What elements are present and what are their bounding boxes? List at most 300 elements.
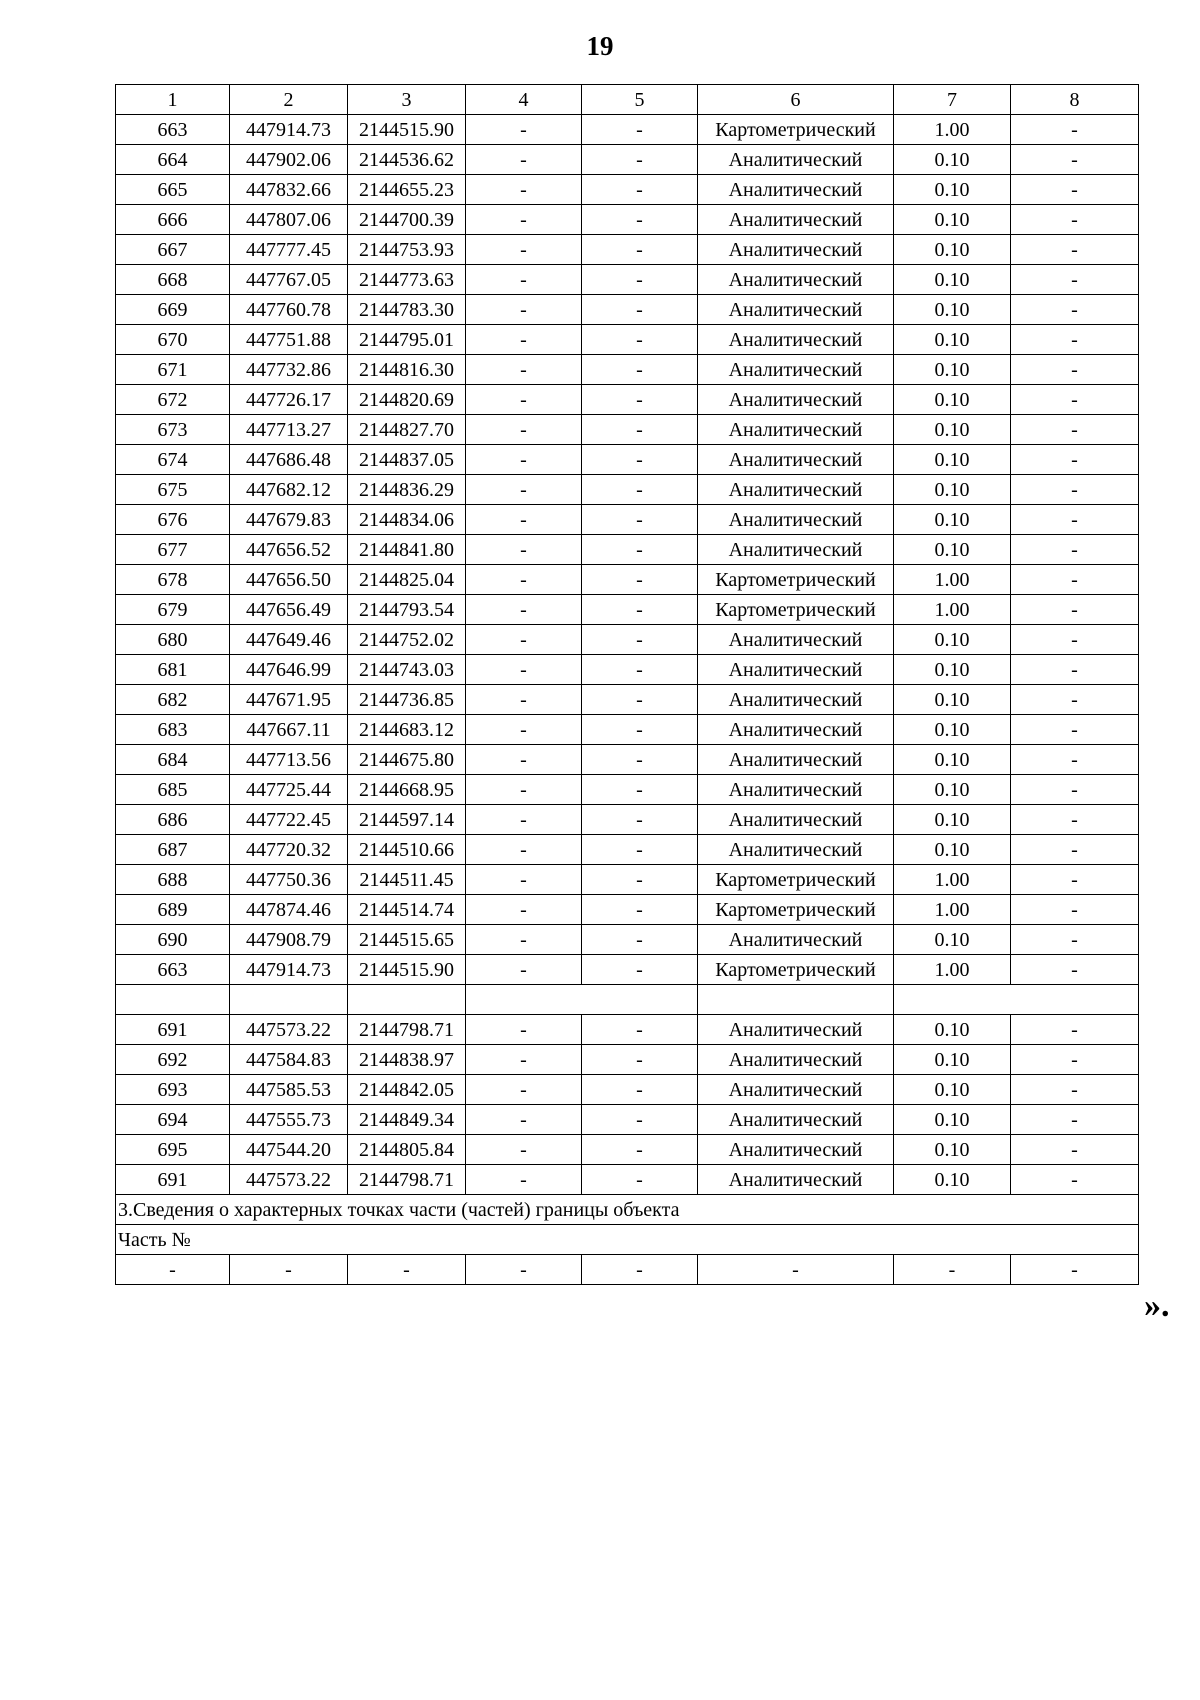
table-cell: 2144825.04 bbox=[348, 565, 466, 595]
table-cell: - bbox=[466, 565, 582, 595]
table-cell: 5 bbox=[582, 85, 698, 115]
table-cell: - bbox=[1011, 235, 1139, 265]
table-cell: - bbox=[582, 385, 698, 415]
table-cell: - bbox=[466, 415, 582, 445]
table-cell: - bbox=[582, 745, 698, 775]
table-cell: 1 bbox=[116, 85, 230, 115]
table-cell: 2144837.05 bbox=[348, 445, 466, 475]
table-cell: - bbox=[582, 955, 698, 985]
table-cell: 681 bbox=[116, 655, 230, 685]
table-cell: 673 bbox=[116, 415, 230, 445]
table-cell: - bbox=[582, 295, 698, 325]
table-cell: 0.10 bbox=[894, 355, 1011, 385]
table-cell: 2144515.90 bbox=[348, 115, 466, 145]
table-cell: - bbox=[1011, 655, 1139, 685]
table-cell: 447750.36 bbox=[230, 865, 348, 895]
table-cell: 1.00 bbox=[894, 595, 1011, 625]
table-cell: 2144798.71 bbox=[348, 1165, 466, 1195]
part-label: Часть № bbox=[116, 1225, 1139, 1255]
table-cell: 0.10 bbox=[894, 1105, 1011, 1135]
table-cell: 0.10 bbox=[894, 835, 1011, 865]
table-cell: 679 bbox=[116, 595, 230, 625]
table-cell: - bbox=[582, 835, 698, 865]
table-row bbox=[116, 175, 1139, 205]
dash-cell: - bbox=[348, 1255, 466, 1285]
table-cell: - bbox=[1011, 775, 1139, 805]
table-cell: 694 bbox=[116, 1105, 230, 1135]
table-cell: - bbox=[466, 175, 582, 205]
table-cell: - bbox=[466, 505, 582, 535]
table-row bbox=[116, 745, 1139, 775]
table-cell: 4 bbox=[466, 85, 582, 115]
table-cell: 2144838.97 bbox=[348, 1045, 466, 1075]
table-cell: 0.10 bbox=[894, 235, 1011, 265]
table-cell: 447722.45 bbox=[230, 805, 348, 835]
table-cell: - bbox=[582, 265, 698, 295]
table-cell: 447649.46 bbox=[230, 625, 348, 655]
table-cell: 2144836.29 bbox=[348, 475, 466, 505]
table-cell: 0.10 bbox=[894, 295, 1011, 325]
table-cell: - bbox=[1011, 475, 1139, 505]
table-cell: 2144827.70 bbox=[348, 415, 466, 445]
table-cell: 447656.50 bbox=[230, 565, 348, 595]
table-cell: 447713.56 bbox=[230, 745, 348, 775]
table-cell: 0.10 bbox=[894, 685, 1011, 715]
separator-row bbox=[116, 985, 1139, 1015]
table-cell: - bbox=[466, 205, 582, 235]
table-cell: - bbox=[466, 895, 582, 925]
table-cell: 447725.44 bbox=[230, 775, 348, 805]
table-cell: - bbox=[1011, 925, 1139, 955]
table-cell: - bbox=[582, 505, 698, 535]
table-cell: 0.10 bbox=[894, 1075, 1011, 1105]
table-cell: Аналитический bbox=[698, 625, 894, 655]
empty-cell bbox=[698, 985, 894, 1015]
table-cell: 447679.83 bbox=[230, 505, 348, 535]
table-cell: 447656.49 bbox=[230, 595, 348, 625]
table-cell: - bbox=[1011, 265, 1139, 295]
table-cell: - bbox=[466, 715, 582, 745]
table-cell: - bbox=[582, 655, 698, 685]
section-title-row bbox=[116, 1195, 1139, 1225]
table-cell: - bbox=[466, 235, 582, 265]
table-cell: 690 bbox=[116, 925, 230, 955]
closing-quote-mark: ». bbox=[1144, 1287, 1170, 1324]
table-cell: 663 bbox=[116, 955, 230, 985]
table-cell: Картометрический bbox=[698, 955, 894, 985]
table-cell: Аналитический bbox=[698, 655, 894, 685]
table-cell: 0.10 bbox=[894, 1045, 1011, 1075]
table-cell: 447760.78 bbox=[230, 295, 348, 325]
table-cell: 683 bbox=[116, 715, 230, 745]
coordinates-table bbox=[115, 84, 1139, 1285]
table-cell: 2144783.30 bbox=[348, 295, 466, 325]
table-cell: 2144798.71 bbox=[348, 1015, 466, 1045]
table-cell: - bbox=[1011, 535, 1139, 565]
table-cell: Аналитический bbox=[698, 805, 894, 835]
table-cell: 447726.17 bbox=[230, 385, 348, 415]
table-cell: 693 bbox=[116, 1075, 230, 1105]
table-cell: - bbox=[582, 1075, 698, 1105]
table-cell: - bbox=[582, 895, 698, 925]
table-cell: - bbox=[466, 1075, 582, 1105]
table-cell: - bbox=[1011, 505, 1139, 535]
table-cell: Аналитический bbox=[698, 205, 894, 235]
table-cell: Аналитический bbox=[698, 775, 894, 805]
empty-cell bbox=[466, 985, 698, 1015]
table-cell: 2144793.54 bbox=[348, 595, 466, 625]
table-cell: 671 bbox=[116, 355, 230, 385]
table-cell: - bbox=[1011, 1015, 1139, 1045]
table-cell: - bbox=[1011, 955, 1139, 985]
table-cell: Аналитический bbox=[698, 415, 894, 445]
table-cell: - bbox=[582, 445, 698, 475]
table-cell: 0.10 bbox=[894, 205, 1011, 235]
table-cell: Аналитический bbox=[698, 235, 894, 265]
table-cell: 447646.99 bbox=[230, 655, 348, 685]
table-cell: - bbox=[466, 1165, 582, 1195]
table-cell: 2144668.95 bbox=[348, 775, 466, 805]
table-cell: - bbox=[1011, 445, 1139, 475]
table-cell: Аналитический bbox=[698, 295, 894, 325]
table-cell: - bbox=[466, 115, 582, 145]
table-cell: 2144820.69 bbox=[348, 385, 466, 415]
table-cell: - bbox=[466, 145, 582, 175]
table-cell: - bbox=[1011, 175, 1139, 205]
table-cell: - bbox=[582, 715, 698, 745]
table-cell: - bbox=[1011, 595, 1139, 625]
table-cell: 447874.46 bbox=[230, 895, 348, 925]
table-row bbox=[116, 535, 1139, 565]
table-cell: - bbox=[466, 265, 582, 295]
table-cell: - bbox=[582, 865, 698, 895]
table-cell: - bbox=[466, 1015, 582, 1045]
table-row bbox=[116, 505, 1139, 535]
table-cell: - bbox=[466, 745, 582, 775]
table-cell: Аналитический bbox=[698, 1015, 894, 1045]
table-cell: 447767.05 bbox=[230, 265, 348, 295]
table-cell: - bbox=[1011, 205, 1139, 235]
table-cell: Картометрический bbox=[698, 595, 894, 625]
table-row bbox=[116, 865, 1139, 895]
table-row bbox=[116, 325, 1139, 355]
table-cell: 0.10 bbox=[894, 505, 1011, 535]
table-cell: 2144795.01 bbox=[348, 325, 466, 355]
table-cell: - bbox=[1011, 295, 1139, 325]
table-cell: Аналитический bbox=[698, 145, 894, 175]
table-cell: 2144536.62 bbox=[348, 145, 466, 175]
table-cell: 447751.88 bbox=[230, 325, 348, 355]
table-row bbox=[116, 235, 1139, 265]
table-cell: - bbox=[1011, 715, 1139, 745]
table-row bbox=[116, 1105, 1139, 1135]
table-cell: Аналитический bbox=[698, 1135, 894, 1165]
table-cell: 2144816.30 bbox=[348, 355, 466, 385]
table-cell: - bbox=[1011, 685, 1139, 715]
table-cell: 687 bbox=[116, 835, 230, 865]
table-cell: 2144675.80 bbox=[348, 745, 466, 775]
table-cell: - bbox=[1011, 865, 1139, 895]
table-cell: - bbox=[582, 775, 698, 805]
table-cell: - bbox=[1011, 325, 1139, 355]
table-cell: 447585.53 bbox=[230, 1075, 348, 1105]
table-cell: - bbox=[1011, 1165, 1139, 1195]
table-cell: 691 bbox=[116, 1015, 230, 1045]
table-cell: - bbox=[1011, 1045, 1139, 1075]
table-cell: - bbox=[1011, 1135, 1139, 1165]
table-cell: - bbox=[1011, 415, 1139, 445]
table-cell: Аналитический bbox=[698, 475, 894, 505]
table-cell: - bbox=[582, 805, 698, 835]
table-cell: 447720.32 bbox=[230, 835, 348, 865]
table-cell: - bbox=[582, 115, 698, 145]
table-cell: - bbox=[582, 175, 698, 205]
table-cell: 2144752.02 bbox=[348, 625, 466, 655]
table-cell: - bbox=[1011, 385, 1139, 415]
header-row bbox=[116, 85, 1139, 115]
table-cell: - bbox=[582, 1105, 698, 1135]
table-cell: 684 bbox=[116, 745, 230, 775]
table-cell: 682 bbox=[116, 685, 230, 715]
table-cell: 8 bbox=[1011, 85, 1139, 115]
table-cell: Аналитический bbox=[698, 715, 894, 745]
table-cell: - bbox=[466, 355, 582, 385]
table-cell: - bbox=[1011, 835, 1139, 865]
table-cell: 0.10 bbox=[894, 805, 1011, 835]
table-cell: 2144511.45 bbox=[348, 865, 466, 895]
table-cell: - bbox=[466, 955, 582, 985]
table-row bbox=[116, 655, 1139, 685]
table-cell: - bbox=[1011, 115, 1139, 145]
table-cell: - bbox=[582, 925, 698, 955]
table-cell: - bbox=[466, 865, 582, 895]
table-cell: 2144655.23 bbox=[348, 175, 466, 205]
table-cell: 678 bbox=[116, 565, 230, 595]
table-cell: Аналитический bbox=[698, 265, 894, 295]
dash-cell: - bbox=[116, 1255, 230, 1285]
table-row bbox=[116, 685, 1139, 715]
page-number: 19 bbox=[586, 31, 614, 61]
table-cell: 6 bbox=[698, 85, 894, 115]
table-cell: Аналитический bbox=[698, 1075, 894, 1105]
table-cell: 2144683.12 bbox=[348, 715, 466, 745]
table-row bbox=[116, 1015, 1139, 1045]
table-cell: Аналитический bbox=[698, 745, 894, 775]
table-row bbox=[116, 925, 1139, 955]
table-cell: 2144700.39 bbox=[348, 205, 466, 235]
table-cell: 447544.20 bbox=[230, 1135, 348, 1165]
table-cell: 2144753.93 bbox=[348, 235, 466, 265]
table-row bbox=[116, 1045, 1139, 1075]
table-cell: 447671.95 bbox=[230, 685, 348, 715]
table-cell: 447656.52 bbox=[230, 535, 348, 565]
table-cell: Аналитический bbox=[698, 685, 894, 715]
table-cell: 0.10 bbox=[894, 385, 1011, 415]
table-cell: 2144743.03 bbox=[348, 655, 466, 685]
table-cell: 447832.66 bbox=[230, 175, 348, 205]
table-cell: - bbox=[466, 445, 582, 475]
table-cell: 0.10 bbox=[894, 1165, 1011, 1195]
table-cell: 676 bbox=[116, 505, 230, 535]
table-cell: - bbox=[582, 415, 698, 445]
table-cell: - bbox=[582, 595, 698, 625]
table-cell: 666 bbox=[116, 205, 230, 235]
empty-cell bbox=[348, 985, 466, 1015]
dash-cell: - bbox=[894, 1255, 1011, 1285]
table-cell: 447914.73 bbox=[230, 955, 348, 985]
table-cell: 0.10 bbox=[894, 925, 1011, 955]
table-cell: 0.10 bbox=[894, 145, 1011, 175]
table-row bbox=[116, 715, 1139, 745]
table-cell: 667 bbox=[116, 235, 230, 265]
table-cell: 2144842.05 bbox=[348, 1075, 466, 1105]
table-cell: 1.00 bbox=[894, 115, 1011, 145]
table-cell: Аналитический bbox=[698, 1165, 894, 1195]
table-cell: Картометрический bbox=[698, 895, 894, 925]
table-row bbox=[116, 955, 1139, 985]
table-cell: 686 bbox=[116, 805, 230, 835]
table-cell: 2144736.85 bbox=[348, 685, 466, 715]
table-row bbox=[116, 895, 1139, 925]
table-cell: Аналитический bbox=[698, 175, 894, 205]
table-cell: 695 bbox=[116, 1135, 230, 1165]
table-cell: - bbox=[582, 355, 698, 385]
table-cell: 2 bbox=[230, 85, 348, 115]
table-cell: 0.10 bbox=[894, 175, 1011, 205]
table-cell: - bbox=[582, 325, 698, 355]
table-cell: Аналитический bbox=[698, 505, 894, 535]
table-cell: 668 bbox=[116, 265, 230, 295]
table-cell: 447686.48 bbox=[230, 445, 348, 475]
table-cell: Аналитический bbox=[698, 1045, 894, 1075]
table-cell: 0.10 bbox=[894, 655, 1011, 685]
table-row bbox=[116, 385, 1139, 415]
table-cell: - bbox=[1011, 1105, 1139, 1135]
table-cell: 670 bbox=[116, 325, 230, 355]
table-cell: 685 bbox=[116, 775, 230, 805]
table-cell: - bbox=[466, 1135, 582, 1165]
empty-cell bbox=[894, 985, 1139, 1015]
table-cell: 1.00 bbox=[894, 565, 1011, 595]
table-cell: 0.10 bbox=[894, 535, 1011, 565]
table-row bbox=[116, 625, 1139, 655]
table-cell: - bbox=[1011, 625, 1139, 655]
table-row bbox=[116, 115, 1139, 145]
table-cell: 689 bbox=[116, 895, 230, 925]
table-cell: 7 bbox=[894, 85, 1011, 115]
dash-cell: - bbox=[582, 1255, 698, 1285]
table-cell: - bbox=[582, 565, 698, 595]
table-cell: Аналитический bbox=[698, 355, 894, 385]
table-cell: 2144834.06 bbox=[348, 505, 466, 535]
dash-cell: - bbox=[1011, 1255, 1139, 1285]
table-cell: - bbox=[466, 1045, 582, 1075]
table-cell: 447902.06 bbox=[230, 145, 348, 175]
table-cell: 447732.86 bbox=[230, 355, 348, 385]
table-cell: Аналитический bbox=[698, 925, 894, 955]
table-cell: 669 bbox=[116, 295, 230, 325]
table-row bbox=[116, 595, 1139, 625]
table-cell: 2144515.90 bbox=[348, 955, 466, 985]
table-cell: Аналитический bbox=[698, 445, 894, 475]
table-cell: - bbox=[466, 325, 582, 355]
table-cell: 447584.83 bbox=[230, 1045, 348, 1075]
table-cell: - bbox=[582, 145, 698, 175]
table-row bbox=[116, 445, 1139, 475]
table-cell: 447682.12 bbox=[230, 475, 348, 505]
table-cell: 0.10 bbox=[894, 1015, 1011, 1045]
table-cell: 0.10 bbox=[894, 1135, 1011, 1165]
table-cell: 0.10 bbox=[894, 445, 1011, 475]
table-cell: 2144805.84 bbox=[348, 1135, 466, 1165]
table-cell: 447908.79 bbox=[230, 925, 348, 955]
table-cell: - bbox=[466, 295, 582, 325]
table-cell: 688 bbox=[116, 865, 230, 895]
table-cell: 2144773.63 bbox=[348, 265, 466, 295]
table-cell: 447777.45 bbox=[230, 235, 348, 265]
table-cell: - bbox=[582, 685, 698, 715]
table-row bbox=[116, 295, 1139, 325]
table-cell: 0.10 bbox=[894, 325, 1011, 355]
table-cell: - bbox=[466, 1105, 582, 1135]
table-row bbox=[116, 1075, 1139, 1105]
table-cell: 0.10 bbox=[894, 775, 1011, 805]
table-cell: 447573.22 bbox=[230, 1165, 348, 1195]
section-title: 3.Сведения о характерных точках части (частей) границы объекта bbox=[116, 1195, 1139, 1225]
table-cell: 1.00 bbox=[894, 955, 1011, 985]
table-cell: - bbox=[582, 1135, 698, 1165]
table-cell: - bbox=[466, 625, 582, 655]
table-cell: 447573.22 bbox=[230, 1015, 348, 1045]
table-cell: 447807.06 bbox=[230, 205, 348, 235]
part-label-row bbox=[116, 1225, 1139, 1255]
table-row bbox=[116, 415, 1139, 445]
table-row bbox=[116, 205, 1139, 235]
table-cell: 663 bbox=[116, 115, 230, 145]
table-cell: - bbox=[466, 685, 582, 715]
table-cell: - bbox=[582, 535, 698, 565]
table-cell: - bbox=[466, 775, 582, 805]
empty-part-row bbox=[116, 1255, 1139, 1285]
table-cell: - bbox=[466, 655, 582, 685]
table-cell: 1.00 bbox=[894, 865, 1011, 895]
table-cell: 0.10 bbox=[894, 715, 1011, 745]
table-cell: - bbox=[1011, 145, 1139, 175]
table-cell: 664 bbox=[116, 145, 230, 175]
table-row bbox=[116, 565, 1139, 595]
table-cell: - bbox=[1011, 805, 1139, 835]
table-row bbox=[116, 1135, 1139, 1165]
table-cell: - bbox=[582, 1045, 698, 1075]
table-cell: 2144841.80 bbox=[348, 535, 466, 565]
dash-cell: - bbox=[230, 1255, 348, 1285]
table-cell: 675 bbox=[116, 475, 230, 505]
table-cell: 447667.11 bbox=[230, 715, 348, 745]
table-cell: Картометрический bbox=[698, 865, 894, 895]
table-cell: Аналитический bbox=[698, 835, 894, 865]
table-cell: - bbox=[1011, 565, 1139, 595]
table-cell: - bbox=[582, 1015, 698, 1045]
table-row bbox=[116, 805, 1139, 835]
table-row bbox=[116, 265, 1139, 295]
dash-cell: - bbox=[466, 1255, 582, 1285]
table-cell: 0.10 bbox=[894, 475, 1011, 505]
empty-cell bbox=[230, 985, 348, 1015]
table-cell: Аналитический bbox=[698, 1105, 894, 1135]
table-cell: 2144597.14 bbox=[348, 805, 466, 835]
table-cell: - bbox=[1011, 745, 1139, 775]
table-cell: - bbox=[582, 625, 698, 655]
